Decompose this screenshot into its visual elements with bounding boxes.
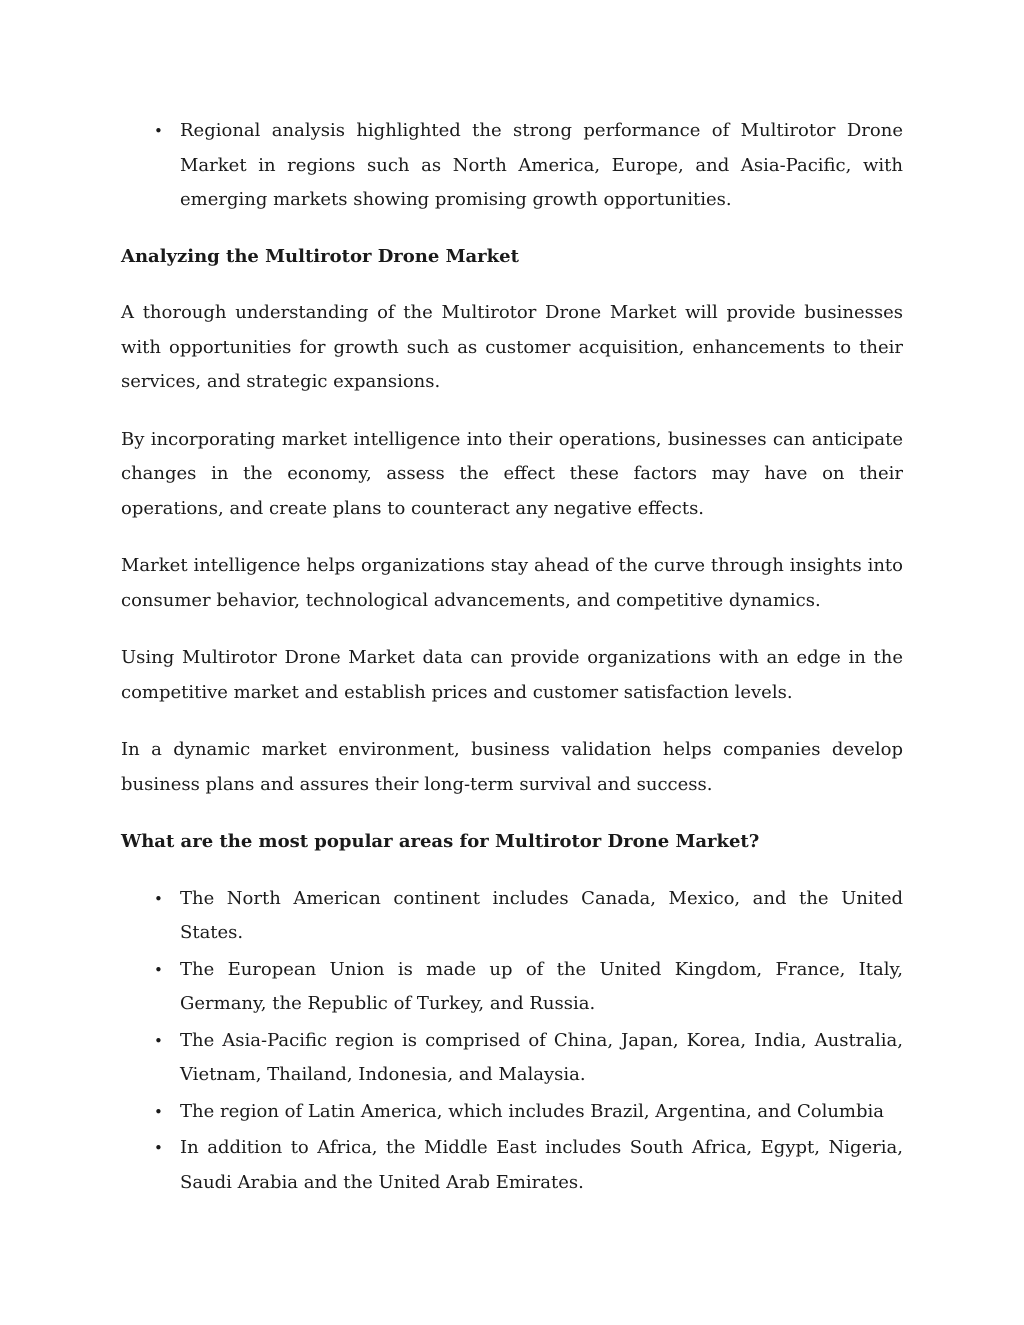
paragraph: Market intelligence helps organizations stay ahead of the curve through insights into consumer behavior, technological advancements, and competitive dynamics.	[121, 555, 903, 611]
section-heading-popular-areas: What are the most popular areas for Multirotor Drone Market?	[121, 831, 760, 852]
list-item	[121, 114, 903, 218]
list-item-text: Regional analysis highlighted the strong performance of Multirotor Drone Market in regions such as North America, Europe, and Asia-Pacific, with emerging markets showing promising growth opportunities.	[180, 120, 903, 210]
paragraph: Using Multirotor Drone Market data can provide organizations with an edge in the competitive market and establish prices and customer satisfaction levels.	[121, 647, 903, 703]
list-item-text: The region of Latin America, which includes Brazil, Argentina, and Columbia	[180, 1100, 885, 1122]
paragraph: A thorough understanding of the Multirotor Drone Market will provide businesses with opportunities for growth such as customer acquisition, enhancements to their services, and strategic expansions.	[121, 302, 903, 392]
list-item-text: The European Union is made up of the United Kingdom, France, Italy, Germany, the Republic of Turkey, and Russia.	[180, 958, 903, 1014]
bullet-icon: •	[154, 1102, 163, 1121]
list-item	[121, 1131, 903, 1200]
bullet-icon: •	[154, 889, 163, 908]
document-page	[121, 114, 903, 1202]
bullet-icon: •	[154, 1031, 163, 1050]
list-item-text: The North American continent includes Canada, Mexico, and the United States.	[180, 887, 903, 943]
list-item	[121, 882, 903, 951]
list-item-text: The Asia-Pacific region is comprised of China, Japan, Korea, India, Australia, Vietnam, Thailand, Indonesia, and Malaysia.	[180, 1029, 903, 1085]
paragraph: By incorporating market intelligence into their operations, businesses can anticipate changes in the economy, assess the effect these factors may have on their operations, and create plans to counteract any negative effects.	[121, 428, 903, 519]
section-heading-analyzing: Analyzing the Multirotor Drone Market	[121, 245, 519, 267]
intro-bullet-list	[121, 114, 903, 218]
region-bullet-list	[121, 882, 903, 1201]
list-item	[121, 1024, 903, 1093]
bullet-icon: •	[154, 1139, 163, 1157]
list-item-text: In addition to Africa, the Middle East includes South Africa, Egypt, Nigeria, Saudi Arabia and the United Arab Emirates.	[180, 1137, 903, 1193]
list-item	[121, 953, 903, 1022]
list-item	[121, 1095, 903, 1130]
paragraph: In a dynamic market environment, business validation helps companies develop business plans and assures their long-term survival and success.	[121, 739, 903, 795]
bullet-icon: •	[154, 122, 163, 140]
bullet-icon: •	[154, 960, 163, 979]
